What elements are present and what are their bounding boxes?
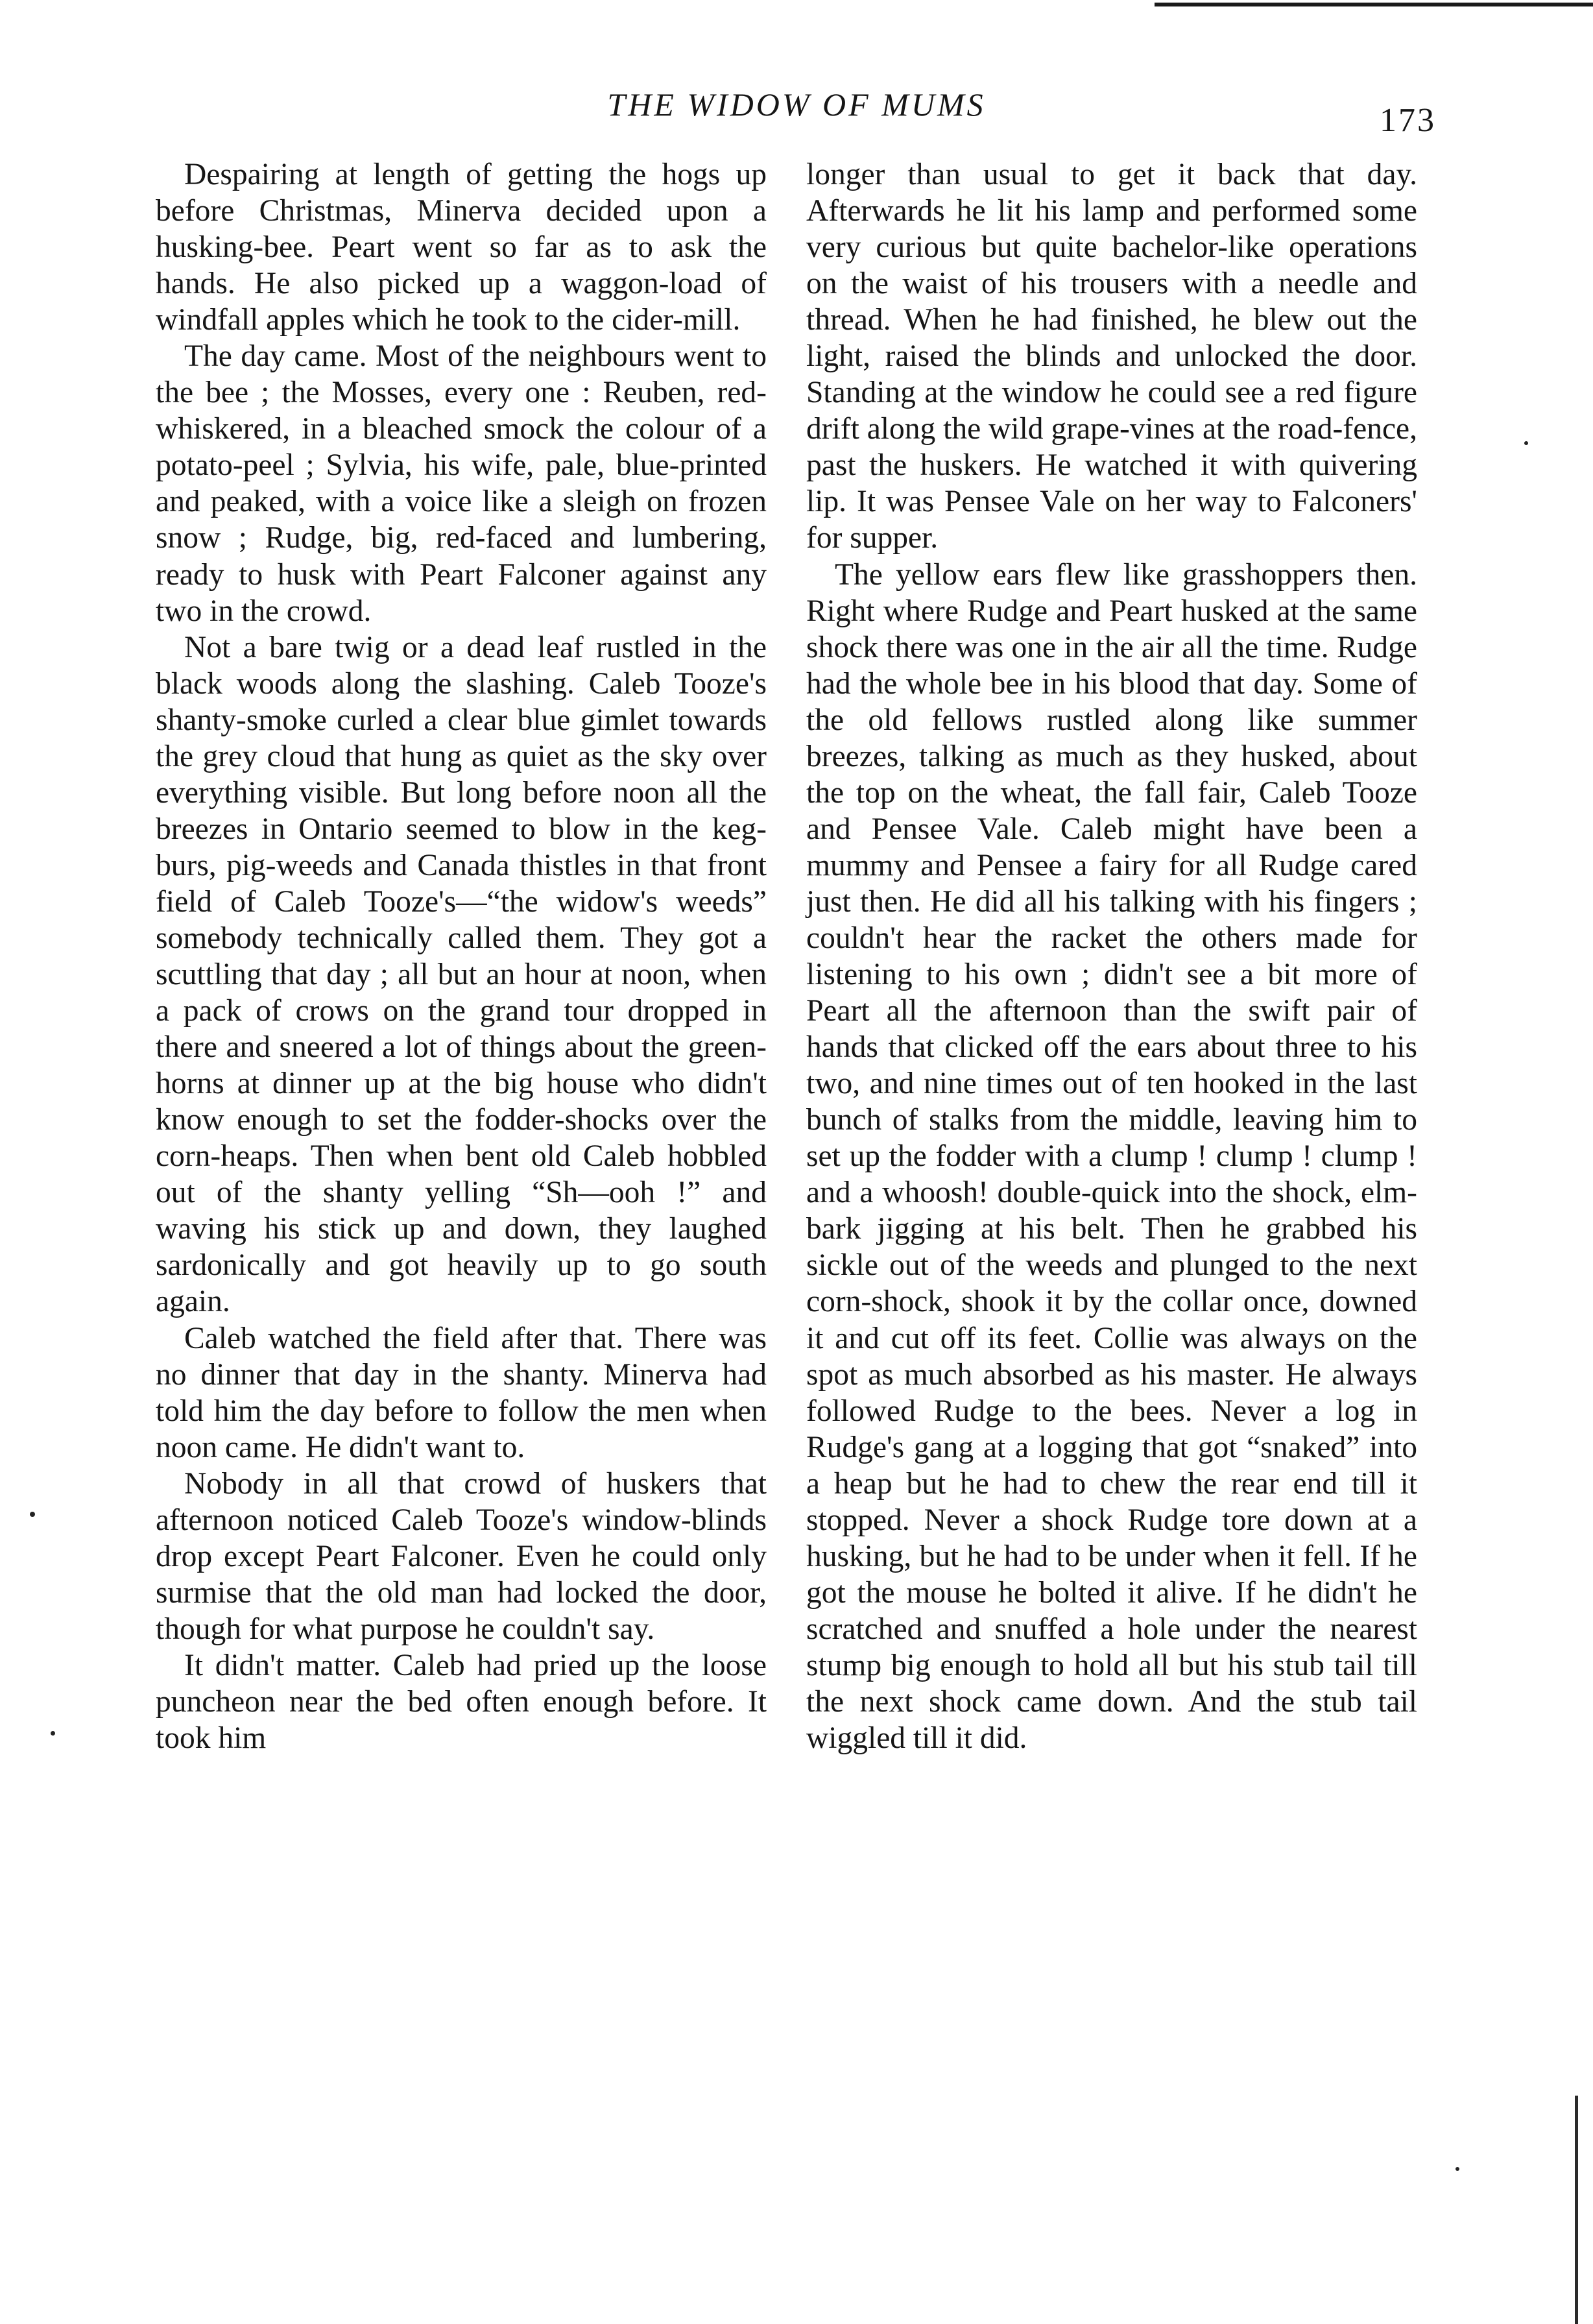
paragraph: Despairing at length of getting the hogs up before Christmas, Minerva decided upon a husking-bee. Peart went so far as to ask the hands. He also picked up a waggon-load of windfall apples which he took to the cider-mill. (156, 158, 767, 337)
paragraph: The day came. Most of the neighbours went to the bee ; the Mosses, every one : Reuben, red-whiskered, in a bleached smock the colour of a potato-peel ; Sylvia, his wife, pale, blue-printed and peaked, with a voice like a sleigh on frozen snow ; Rudge, big, red-faced and lumbering, ready to husk with Peart Falconer against any two in the crowd. (156, 339, 767, 628)
paragraph-continued: longer than usual to get it back that day. Afterwards he lit his lamp and performed some very curious but quite bachelor-like operations on the waist of his trousers with a needle and thread. When he had finished, he blew out the light, raised the blinds and unlocked the door. Standing at the window he could see a red figure drift along the wild grape-vines at the road-fence, past the huskers. He watched it with quivering lip. It was Pensee Vale on her way to Falconers' for supper. (806, 158, 1417, 555)
paragraph: Not a bare twig or a dead leaf rustled in the black woods along the slashing. Caleb Tooze's shanty-smoke curled a clear blue gimlet towards the grey cloud that hung as quiet as the sky over everything visible. But long before noon all the breezes in Ontario seemed to blow in the keg-burs, pig-weeds and Canada thistles in that front field of Caleb Tooze's—“the widow's weeds” somebody technically called them. They got a scuttling that day ; all but an hour at noon, when a pack of crows on the grand tour dropped in there and sneered a lot of things about the green-horns at dinner up at the big house who didn't know enough to set the fodder-shocks over the corn-heaps. Then when bent old Caleb hobbled out of the shanty yelling “Sh—ooh !” and waving his stick up and down, they laughed sardonically and got heavily up to go south again. (156, 630, 767, 1319)
scan-speck (1524, 441, 1528, 445)
paragraph: Caleb watched the field after that. There was no dinner that day in the shanty. Minerva had told him the day before to follow the men when noon came. He didn't want to. (156, 1321, 767, 1464)
page-number: 173 (1380, 102, 1436, 139)
paragraph: Nobody in all that crowd of huskers that afternoon noticed Caleb Tooze's window-blinds drop except Peart Falconer. Even he could only surmise that the old man had locked the door, though for what purpose he couldn't say. (156, 1466, 767, 1646)
paragraph: It didn't matter. Caleb had pried up the loose puncheon near the bed often enough before. It took him (156, 1648, 767, 1756)
scan-speck (51, 1731, 55, 1736)
left-column (156, 156, 767, 1756)
right-edge-rule (1575, 2096, 1578, 2324)
scan-speck (1455, 2167, 1459, 2171)
scan-speck (30, 1512, 35, 1517)
paragraph: The yellow ears flew like grasshoppers then. Right where Rudge and Peart husked at the same shock there was one in the air all the time. Rudge had the whole bee in his blood that day. Some of the old fellows rustled along like summer breezes, talking as much as they husked, about the top on the wheat, the fall fair, Caleb Tooze and Pensee Vale. Caleb might have been a mummy and Pensee a fairy for all Rudge cared just then. He did all his talking with his fingers ; couldn't hear the racket the others made for listening to his own ; didn't see a bit more of Peart all the afternoon than the swift pair of hands that clicked off the ears about three to his two, and nine times out of ten hooked in the last bunch of stalks from the middle, leaving him to set up the fodder with a clump ! clump ! clump ! and a whoosh! double-quick into the shock, elm-bark jigging at his belt. Then he grabbed his sickle out of the weeds and plunged to the next corn-shock, shook it by the collar once, downed it and cut off its feet. Collie was always on the spot as much absorbed as his master. He always followed Rudge to the bees. Never a log in Rudge's gang at a logging that got “snaked” into a heap but he had to chew the rear end till it stopped. Never a shock Rudge tore down at a husking, but he had to be under when it fell. If he got the mouse he bolted it alive. If he didn't he scratched and snuffed a hole under the nearest stump big enough to hold all but his stub tail till the next shock came down. And the stub tail wiggled till it did. (806, 557, 1417, 1756)
running-title: THE WIDOW OF MUMS (607, 86, 986, 123)
right-column (806, 156, 1417, 1756)
top-border-rule (1155, 3, 1593, 6)
